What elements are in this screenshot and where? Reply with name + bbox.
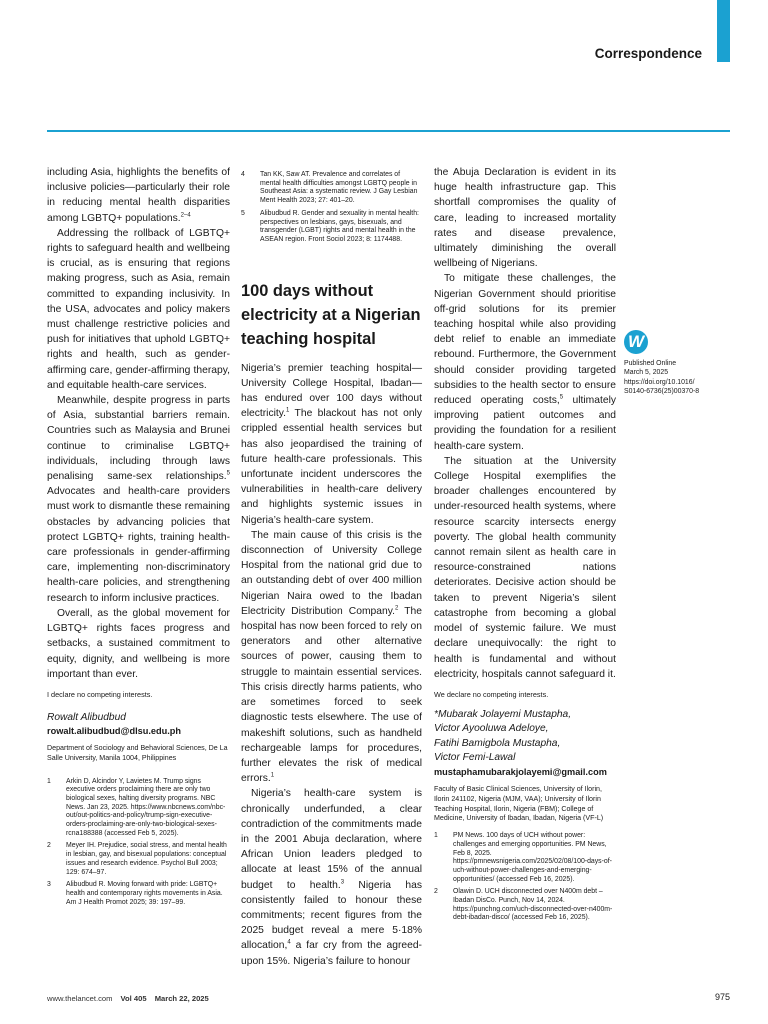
author-affiliation: Department of Sociology and Behavioral Sciences, De La Salle University, Manila 1004, Philippines	[47, 743, 228, 762]
paragraph: Meanwhile, despite progress in parts of Asia, substantial barriers remain. Countries such as Malaysia and Brunei continue to criminalise LGBTQ+ individuals, including through laws penalising same-sex relationships.$^5$ Advocates and health-care providers must work to dismantle these remaining obstacles by advancing policies that protect LGBTQ+ rights, training health-care professionals in gender-affirming care, implementing non-discriminatory health-care policies, and strengthening research to inform inclusive practices.	[47, 395, 230, 604]
paragraph: Overall, as the global movement for LGBTQ+ rights faces progress and setbacks, a sustained commitment to equity, dignity, and wellbeing is more important than ever.	[47, 607, 230, 680]
column-3	[434, 165, 616, 927]
competing-interests: We declare no competing interests.	[434, 689, 549, 699]
header-accent-bar	[717, 0, 730, 62]
section-title: Correspondence	[594, 46, 702, 61]
author-email[interactable]: rowalt.alibudbud@dlsu.edu.ph	[47, 725, 182, 736]
author-email[interactable]: mustaphamubarakjolayemi@gmail.com	[434, 766, 607, 777]
top-rule	[47, 130, 730, 132]
paragraph: Nigeria’s health-care system is chronically underfunded, a clear contradiction of the commitments made in the 2001 Abuja declaration, where African Union leaders pledged to allocate at least 15% of the annual budget to health.$^3$ Nigeria has consistently failed to honour these commitments; recent figures from the 2025 budget reveal a mere 5·18% allocation,$^4$ a far cry from the agreed-upon 15%. Nigeria’s failure to honour	[241, 788, 422, 967]
paragraph: The main cause of this crisis is the disconnection of University College Hospital from the national grid due to an outstanding debt of over 400 million Nigerian Naira owed to the Ibadan Electricity Distribution Company.$^2$ The hospital has now been forced to rely on generators and other alternative sources of power, causing them to struggle to maintain essential services. This crisis directly harms patients, who are sometimes forced to seek diagnostic tests elsewhere. The use of makeshift solutions, such as handheld rechargeable lamps for procedures, further elevates the risk of medical errors.$^1$	[241, 529, 422, 785]
paragraph: Nigeria’s premier teaching hospital—University College Hospital, Ibadan—has endured over 100 days without electricity.$^1$ The blackout has not only crippled essential health services but has also jeopardised the training of future health-care professionals. This unfortunate incident underscores the vulnerabilities in health-care delivery and highlights systemic issues in Nigeria’s health-care system.	[241, 362, 422, 526]
article-title: 100 days without electricity at a Nigerian teaching hospital	[241, 281, 421, 348]
footer-info	[47, 994, 209, 1003]
reference-item: 3 Alibudbud R. Moving forward with pride: LGBTQ+ health and contemporary rights movements in Asia. Am J Health Promot 2025; 39: 197–99.	[47, 881, 223, 906]
reference-item: 4 Tan KK, Saw AT. Prevalence and correlates of mental health difficulties amongst LGBTQ people in Southeast Asia: a systematic review. J Gay Lesbian Ment Health 2023; 27: 401–20.	[241, 171, 418, 205]
author-affiliation: Faculty of Basic Clinical Sciences, University of Ilorin, Ilorin 241102, Nigeria (MJM, VAA); University of Ilorin Teaching Hospital, Ilorin, Nigeria (FBM); College of Medicine, University of Ibadan, Ibadan, Nigeria (VF-L)	[434, 784, 604, 823]
column-2	[241, 165, 422, 969]
column-1	[47, 165, 230, 911]
footer-site[interactable]: www.thelancet.com	[47, 994, 113, 1003]
reference-item: 1 PM News. 100 days of UCH without power: challenges and emerging opportunities. PM News, Feb 8, 2025. https://pmnewsnigeria.com/2025/02/08/100-days-of-uch-without-power-challenges-and-emerging-opportunities/ (accessed Feb 16, 2025).	[434, 832, 612, 883]
publication-info: Published Online March 5, 2025 https://doi.org/10.1016/ S0140-6736(25)00370-8	[624, 360, 700, 396]
reference-list	[47, 778, 230, 908]
paragraph: including Asia, highlights the benefits of inclusive policies—particularly their role in reducing mental health disparities among LGBTQ+ populations.$^{2-4}$	[47, 167, 230, 224]
page-number: 975	[714, 992, 730, 1002]
reference-item: 5 Alibudbud R. Gender and sexuality in mental health: perspectives on lesbians, gays, bisexuals, and transgender (LGBT) rights and mental health in the ASEAN region. Front Sociol 2023; 8: 1174488.	[241, 209, 419, 243]
footer-date: March 22, 2025	[154, 994, 209, 1003]
paragraph: the Abuja Declaration is evident in its huge health infrastructure gap. This shortfall compromises the quality of care, leading to increased mortality rates and disease prevalence, ultimately diminishing the overall wellbeing of Nigerians.	[434, 167, 616, 270]
footer-volume: Vol 405	[120, 994, 147, 1003]
paragraph: To mitigate these challenges, the Nigerian Government should prioritise off-grid solutions for its premier teaching hospital while also providing debt relief to enable an immediate rebound. Furthermore, the Government should consider providing targeted subsidies to the health sector to ensure reduced operating costs,$^5$ ultimately improving patient outcomes and providing the foundation for a resilient health-care system.	[434, 273, 617, 452]
reference-list	[434, 832, 616, 923]
paragraph: Addressing the rollback of LGBTQ+ rights to safeguard health and wellbeing is crucial, as is ensuring that regions making progress, such as Asia, remain committed to expanding inclusivity. In the USA, advocates and policy makers must challenge restrictive policies and push for initiatives that uphold LGBTQ+ rights and health, such as gender-affirming care, gender-affirming therapy, and equitable health-care services.	[47, 227, 230, 391]
reference-item: 2 Meyer IH. Prejudice, social stress, and mental health in lesbian, gay, and bisexual populations: conceptual issues and research evidence. Psychol Bull 2003; 129: 674–97.	[47, 842, 227, 876]
reference-item: 2 Olawin D. UCH disconnected over N400m debt – Ibadan DisCo. Punch, Nov 14, 2024. https://punchng.com/uch-disconnected-over-n400m-debt-ibadan-disco/ (accessed Feb 16, 2025).	[434, 888, 613, 922]
reference-item: 1 Arkin D, Alcindor Y, Lavietes M. Trump signs executive orders proclaiming there are only two biological sexes, halting diversity programs. NBC News. Jan 23, 2025. https://www.nbcnews.com/nbc-out/out-politics-and-policy/trump-sign-executive-orders-proclaiming-are-only-two-biological-sexes-rcna188388 (accessed Feb 5, 2025).	[47, 777, 226, 837]
publication-sidebar	[624, 330, 730, 397]
competing-interests: I declare no competing interests.	[47, 689, 153, 699]
reference-list	[241, 171, 422, 245]
author-name: Rowalt Alibudbud	[47, 711, 126, 723]
online-first-icon: W	[624, 330, 648, 354]
paragraph: The situation at the University College Hospital exemplifies the broader challenges encountered by under-resourced health systems, where resource scarcity intersects energy poverty. The global health community cannot remain silent as health care in resource-constrained nations deteriorates. Decisive action should be taken to prevent Nigeria’s silent catastrophe from becoming a global model of systemic failure. We must declare unequivocally: the right to health is fundamental and without electricity, hospitals cannot safeguard it.	[434, 455, 616, 680]
author-names: *Mubarak Jolayemi Mustapha, Victor Ayooluwa Adeloye, Fatihi Bamigbola Mustapha, Victor Femi-Lawal	[434, 708, 572, 764]
